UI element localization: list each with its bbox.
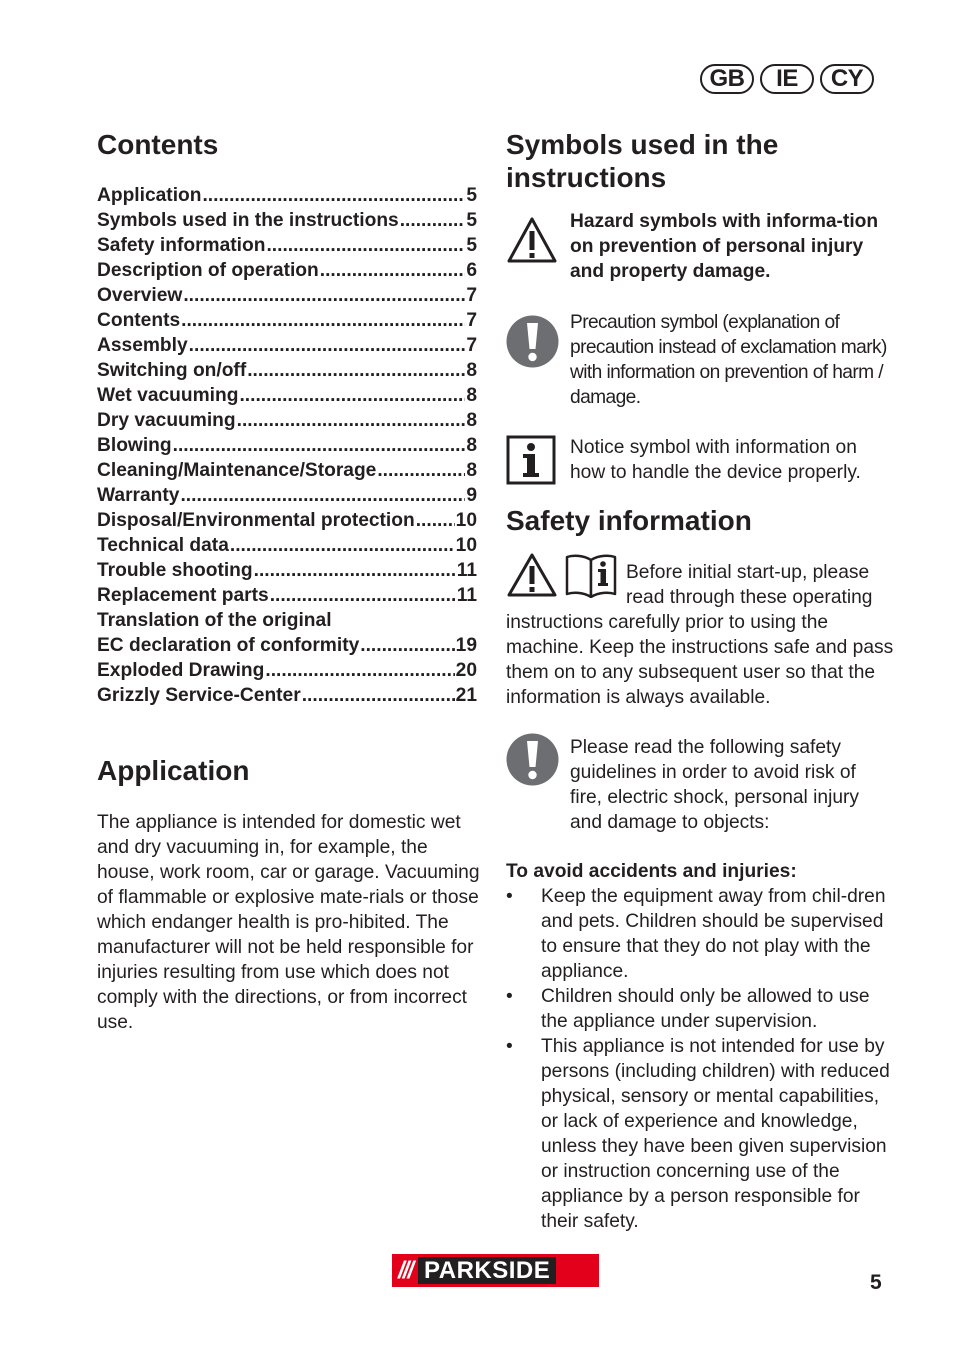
toc-entry bbox=[97, 433, 477, 458]
page-number: 5 bbox=[870, 1271, 882, 1294]
toc-entry-title: Switching on/off bbox=[97, 360, 247, 381]
list-item bbox=[506, 884, 896, 984]
toc-entry-title: Symbols used in the instructions bbox=[97, 210, 399, 231]
toc-entry-title: Application bbox=[97, 185, 202, 206]
list-item bbox=[506, 984, 896, 1034]
toc-entry-title: Contents bbox=[97, 310, 181, 331]
toc-entry-title: Translation of the original bbox=[97, 610, 332, 631]
language-badges bbox=[700, 64, 874, 94]
toc-entry bbox=[97, 583, 477, 608]
toc-leader-dots bbox=[189, 333, 466, 358]
toc-leader-dots bbox=[202, 183, 465, 208]
safety-bullet-list bbox=[506, 884, 896, 1234]
toc-entry-page: 10 bbox=[455, 510, 477, 531]
safety-intro-rest: instructions carefully prior to using the machine. Keep the instructions safe and pass them on to any subsequent user so that the information is always available. bbox=[506, 612, 894, 708]
toc-entry-page: 8 bbox=[466, 410, 477, 431]
toc-entry bbox=[97, 408, 477, 433]
toc-entry bbox=[97, 233, 477, 258]
toc-entry-page: 7 bbox=[466, 285, 477, 306]
notice-symbol-text: Notice symbol with information on how to handle the device properly. bbox=[570, 437, 861, 483]
toc-entry-page: 8 bbox=[466, 435, 477, 456]
toc-entry-title: Description of operation bbox=[97, 260, 319, 281]
toc-entry-page: 8 bbox=[466, 385, 477, 406]
bullet-text: This appliance is not intended for use by persons (including children) with reduced physical, sensory or mental capabilities, or lack of experience and knowledge, unless they have been given supervision or instruction concerning use of the appliance by a person responsible for their safety. bbox=[541, 1036, 890, 1232]
precaution-exclamation-icon bbox=[506, 733, 559, 786]
toc-entry-title: Dry vacuuming bbox=[97, 410, 236, 431]
safety-heading: Safety information bbox=[506, 505, 752, 536]
toc-entry-title: Assembly bbox=[97, 335, 188, 356]
list-item bbox=[506, 1034, 896, 1234]
toc-entry-title: Technical data bbox=[97, 535, 229, 556]
toc-entry-page: 5 bbox=[466, 210, 477, 231]
toc-entry-page: 5 bbox=[466, 185, 477, 206]
toc-entry bbox=[97, 608, 477, 633]
toc-entry bbox=[97, 358, 477, 383]
toc-entry-page: 11 bbox=[456, 560, 477, 581]
toc-entry bbox=[97, 508, 477, 533]
toc-leader-dots bbox=[254, 558, 456, 583]
toc-leader-dots bbox=[247, 358, 465, 383]
toc-entry bbox=[97, 558, 477, 583]
toc-entry-page: 7 bbox=[466, 335, 477, 356]
toc-entry-page: 11 bbox=[456, 585, 477, 606]
warning-triangle-icon bbox=[506, 552, 558, 598]
symbols-heading: Symbols used in the instructions bbox=[506, 129, 779, 193]
toc-entry-page: 8 bbox=[466, 460, 477, 481]
toc-entry-title: Overview bbox=[97, 285, 183, 306]
precaution-symbol-text: Precaution symbol (explanation of precaution instead of exclamation mark) with information on prevention of harm / damage. bbox=[570, 312, 887, 408]
toc-entry bbox=[97, 283, 477, 308]
toc-leader-dots bbox=[266, 233, 465, 258]
toc-entry-page: 21 bbox=[455, 685, 477, 706]
accidents-subheading: To avoid accidents and injuries: bbox=[506, 861, 797, 882]
toc-leader-dots bbox=[230, 533, 455, 558]
toc-entry-title: Cleaning/Maintenance/Storage bbox=[97, 460, 377, 481]
toc-leader-dots bbox=[181, 308, 465, 333]
toc-leader-dots bbox=[173, 433, 466, 458]
toc-entry bbox=[97, 658, 477, 683]
logo-wordmark: PARKSIDE bbox=[418, 1257, 556, 1284]
badge-gb: GB bbox=[700, 64, 754, 94]
toc-entry-page: 9 bbox=[466, 485, 477, 506]
toc-entry-page: 7 bbox=[466, 310, 477, 331]
toc-entry-page: 5 bbox=[466, 235, 477, 256]
toc-leader-dots bbox=[360, 633, 454, 658]
bullet-icon: • bbox=[506, 1036, 513, 1057]
toc-leader-dots bbox=[265, 658, 454, 683]
application-heading: Application bbox=[97, 755, 250, 786]
toc-entry-title: Blowing bbox=[97, 435, 172, 456]
precaution-exclamation-icon bbox=[506, 315, 559, 368]
badge-ie: IE bbox=[760, 64, 814, 94]
toc-entry bbox=[97, 458, 477, 483]
toc-leader-dots bbox=[400, 208, 466, 233]
toc-leader-dots bbox=[180, 483, 465, 508]
toc-entry-title: EC declaration of conformity bbox=[97, 635, 360, 656]
toc-entry bbox=[97, 183, 477, 208]
toc-leader-dots bbox=[320, 258, 466, 283]
toc-entry bbox=[97, 633, 477, 658]
toc-entry-title: Wet vacuuming bbox=[97, 385, 239, 406]
contents-heading: Contents bbox=[97, 129, 219, 160]
toc-leader-dots bbox=[237, 408, 466, 433]
toc-entry-title: Warranty bbox=[97, 485, 180, 506]
parkside-logo bbox=[392, 1254, 599, 1287]
logo-slash-mark: /// bbox=[398, 1256, 413, 1284]
hazard-symbol-text: Hazard symbols with informa-tion on prevention of personal injury and property damage. bbox=[570, 211, 879, 282]
toc-entry bbox=[97, 383, 477, 408]
toc-entry-page: 10 bbox=[455, 535, 477, 556]
toc-leader-dots bbox=[183, 283, 465, 308]
toc-entry bbox=[97, 333, 477, 358]
toc-entry-title: Trouble shooting bbox=[97, 560, 253, 581]
toc-entry-title: Disposal/Environmental protection bbox=[97, 510, 415, 531]
toc-entry-title: Replacement parts bbox=[97, 585, 269, 606]
safety-intro-first: Before initial start-up, please read through these operating bbox=[626, 562, 873, 608]
toc-leader-dots bbox=[270, 583, 456, 608]
toc-entry-title: Safety information bbox=[97, 235, 266, 256]
toc-entry-title: Exploded Drawing bbox=[97, 660, 265, 681]
warning-triangle-icon bbox=[506, 216, 558, 264]
bullet-icon: • bbox=[506, 886, 513, 907]
bullet-text: Keep the equipment away from chil-dren and pets. Children should be supervised to ensure that they do not play with the appliance. bbox=[541, 886, 886, 982]
table-of-contents bbox=[97, 183, 477, 708]
toc-leader-dots bbox=[377, 458, 465, 483]
notice-info-icon bbox=[506, 435, 556, 485]
toc-entry-page: 20 bbox=[455, 660, 477, 681]
safety-precaution-text: Please read the following safety guidelines in order to avoid risk of fire, electric shock, personal injury and damage to objects: bbox=[570, 737, 859, 833]
read-manual-book-icon bbox=[565, 552, 617, 598]
toc-leader-dots bbox=[239, 383, 465, 408]
toc-leader-dots bbox=[302, 683, 455, 708]
toc-entry bbox=[97, 258, 477, 283]
bullet-icon: • bbox=[506, 986, 513, 1007]
toc-entry-page: 6 bbox=[466, 260, 477, 281]
toc-entry bbox=[97, 208, 477, 233]
bullet-text: Children should only be allowed to use the appliance under supervision. bbox=[541, 986, 870, 1032]
toc-entry-title: Grizzly Service-Center bbox=[97, 685, 301, 706]
toc-entry bbox=[97, 683, 477, 708]
toc-entry bbox=[97, 308, 477, 333]
badge-cy: CY bbox=[820, 64, 874, 94]
toc-leader-dots bbox=[416, 508, 455, 533]
application-body: The appliance is intended for domestic wet and dry vacuuming in, for example, the house, work room, car or garage. Vacuuming of flammable or explosive mate-rials or those which endanger health is pro-hibited. The manufacturer will not be held responsible for injuries resulting from use which does not comply with the directions, or from incorrect use. bbox=[97, 812, 480, 1033]
toc-entry-page: 8 bbox=[466, 360, 477, 381]
toc-entry bbox=[97, 483, 477, 508]
toc-entry-page: 19 bbox=[455, 635, 477, 656]
toc-entry bbox=[97, 533, 477, 558]
